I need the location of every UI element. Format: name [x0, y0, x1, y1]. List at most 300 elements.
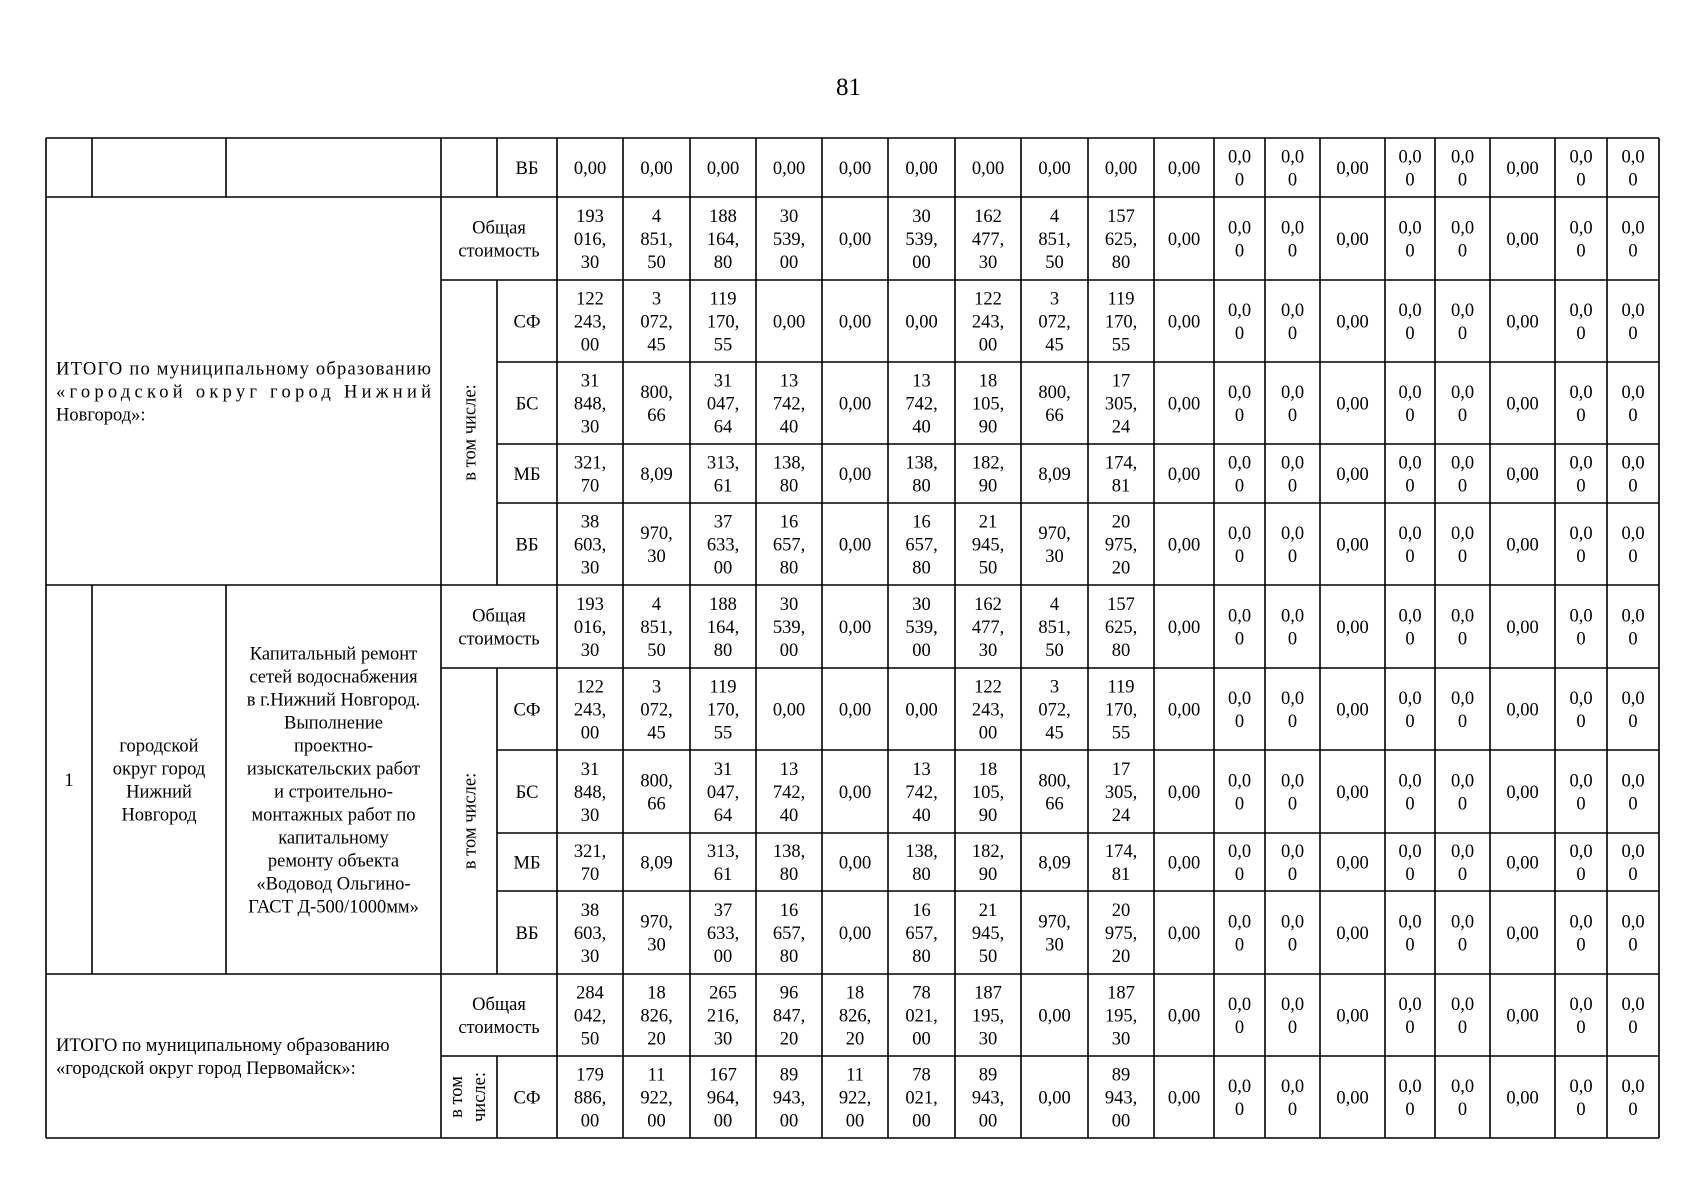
value-cell-line: 195, — [971, 1006, 1005, 1027]
value-cell-line: 0,0 — [1280, 147, 1305, 168]
value-cell — [707, 760, 739, 826]
value-cell — [1228, 1077, 1251, 1120]
value-cell — [1168, 924, 1200, 944]
value-cell-line: 3 — [651, 677, 662, 698]
value-cell-line: 90 — [978, 417, 998, 438]
value-cell — [1281, 689, 1304, 732]
value-cell — [1621, 772, 1644, 815]
value-cell — [1569, 383, 1592, 426]
value-cell — [1168, 465, 1200, 485]
value-cell-line: 0,0 — [1621, 147, 1645, 168]
value-cell — [640, 207, 672, 273]
value-cell-line: 0,00 — [1336, 700, 1369, 721]
value-cell — [773, 513, 805, 579]
value-cell-line: 0,0 — [1280, 771, 1305, 792]
value-cell-line: 0 — [1457, 935, 1468, 956]
value-cell-line: 195, — [1104, 1006, 1138, 1027]
value-cell — [1506, 395, 1538, 415]
value-cell-line: 80 — [912, 947, 931, 967]
value-cell — [1168, 854, 1200, 874]
including-label-line: в том — [447, 1076, 467, 1118]
value-cell-line: 45 — [1045, 723, 1064, 744]
value-cell-line: 0,00 — [1336, 394, 1369, 415]
value-cell — [1398, 842, 1421, 885]
total-cost-label — [458, 607, 539, 650]
value-cell-line: 243, — [573, 700, 607, 721]
value-cell-line: 0,0 — [1398, 301, 1422, 321]
including-label — [461, 384, 481, 480]
value-cell-line: 174, — [1104, 842, 1138, 862]
value-cell-line: 0,00 — [971, 159, 1005, 179]
value-cell — [707, 595, 739, 661]
value-cell-line: 964, — [706, 1088, 740, 1109]
value-cell-line: 0,0 — [1280, 912, 1305, 933]
value-cell — [1038, 207, 1070, 273]
value-cell — [839, 1066, 871, 1132]
value-cell-line: 78 — [912, 983, 931, 1004]
value-cell — [1281, 995, 1304, 1038]
value-cell — [1228, 148, 1251, 191]
value-cell-line: 0,0 — [1227, 689, 1252, 709]
value-cell — [1451, 219, 1474, 262]
value-cell — [1506, 701, 1538, 721]
value-cell-line: 0 — [1405, 629, 1415, 650]
value-cell-line: 0,00 — [838, 394, 872, 415]
value-cell-line: 0 — [1628, 170, 1638, 191]
value-cell-line: 00 — [912, 253, 931, 273]
value-cell — [1398, 383, 1421, 426]
value-cell-line: 0 — [1576, 406, 1586, 426]
value-cell — [1451, 148, 1474, 191]
value-cell-line: 0,00 — [838, 853, 872, 874]
value-cell — [905, 207, 937, 273]
value-cell-line: 0 — [1628, 794, 1638, 815]
object-description-line: ремонту объекта — [267, 851, 400, 872]
value-cell — [905, 313, 937, 333]
value-cell-line: 50 — [647, 253, 666, 273]
value-cell — [1038, 772, 1070, 815]
value-cell-line: 0 — [1287, 324, 1298, 344]
value-cell-line: 243, — [573, 312, 607, 333]
value-cell — [1038, 678, 1070, 744]
value-cell-line: 742, — [905, 783, 938, 803]
value-cell-line: 0,0 — [1569, 995, 1593, 1015]
value-cell — [1168, 1007, 1200, 1027]
value-cell — [1228, 607, 1251, 650]
value-cell — [1105, 760, 1137, 826]
value-cell — [1451, 301, 1474, 344]
value-cell-line: 321, — [573, 453, 607, 474]
value-cell-line: 170, — [706, 312, 740, 333]
value-cell — [1506, 313, 1538, 333]
funding-type-label: СФ — [513, 700, 541, 721]
value-cell-line: 00 — [912, 641, 931, 661]
value-cell-line: 0 — [1628, 241, 1638, 262]
value-cell-line: 0,00 — [1167, 394, 1201, 415]
value-cell-line: 0 — [1628, 324, 1638, 344]
value-cell-line: 0 — [1405, 1018, 1415, 1038]
value-cell — [905, 513, 937, 579]
value-cell-line: 0,00 — [1506, 618, 1539, 638]
value-cell — [1281, 148, 1304, 191]
value-cell-line: 30 — [978, 253, 998, 273]
municipality-total-label-line: ИТОГО по муниципальному образованию — [56, 1036, 390, 1056]
value-cell-line: 0 — [1628, 547, 1638, 567]
value-cell-line: 00 — [580, 723, 600, 744]
value-cell — [1038, 1007, 1070, 1027]
value-cell — [1168, 395, 1200, 415]
value-cell-line: 0 — [1405, 547, 1415, 567]
value-cell — [640, 595, 672, 661]
value-cell — [1621, 383, 1644, 426]
value-cell — [773, 1066, 805, 1132]
value-cell — [839, 924, 871, 944]
value-cell-line: 30 — [912, 207, 931, 227]
municipality-total-label-line: «городской округ город Нижний — [56, 382, 431, 403]
value-cell-line: 00 — [912, 1029, 931, 1050]
value-cell-line: 0,0 — [1450, 524, 1475, 544]
value-cell-line: 80 — [779, 476, 799, 497]
value-cell — [1336, 230, 1368, 250]
value-cell-line: 0 — [1628, 476, 1638, 497]
value-cell-line: 0,00 — [905, 312, 938, 333]
value-cell-line: 0,0 — [1398, 147, 1422, 168]
value-cell-line: 047, — [706, 394, 740, 415]
value-cell-line: 50 — [1045, 253, 1064, 273]
value-cell-line: 0 — [1576, 547, 1586, 567]
value-cell-line: 0 — [1576, 170, 1586, 191]
value-cell-line: 21 — [978, 512, 998, 533]
value-cell-line: 80 — [779, 558, 799, 579]
value-cell-line: 30 — [779, 595, 799, 615]
value-cell-line: 0 — [1287, 794, 1298, 815]
value-cell-line: 0 — [1287, 712, 1298, 732]
value-cell-line: 047, — [706, 783, 740, 803]
value-cell — [1105, 372, 1137, 438]
value-cell-line: 0 — [1287, 935, 1298, 956]
value-cell-line: 0 — [1405, 476, 1415, 497]
value-cell-line: 38 — [580, 512, 600, 533]
value-cell — [1336, 313, 1368, 333]
value-cell — [1336, 159, 1368, 179]
value-cell-line: 30 — [647, 935, 666, 956]
value-cell-line: 0,00 — [1336, 535, 1369, 556]
value-cell-line: 603, — [573, 535, 607, 556]
value-cell — [574, 513, 606, 579]
object-description-line: изыскательских работ — [246, 759, 421, 780]
value-cell — [1621, 607, 1644, 650]
value-cell-line: 170, — [706, 700, 740, 721]
value-cell — [1451, 454, 1474, 497]
value-cell — [1228, 772, 1251, 815]
value-cell-line: 0,00 — [838, 618, 872, 638]
value-cell-line: 0,00 — [1336, 312, 1369, 333]
value-cell-line: 50 — [580, 1029, 600, 1050]
value-cell-line: 970, — [1038, 912, 1071, 933]
value-cell-line: 0 — [1234, 547, 1245, 567]
value-cell-line: 0,0 — [1450, 771, 1475, 792]
value-cell-line: 0,00 — [1336, 618, 1369, 638]
value-cell-line: 4 — [651, 595, 662, 615]
value-cell-line: 0 — [1576, 324, 1586, 344]
value-cell-line: 826, — [640, 1006, 673, 1027]
value-cell-line: 0,0 — [1450, 453, 1475, 474]
value-cell — [1336, 783, 1368, 803]
value-cell-line: 847, — [772, 1006, 806, 1027]
value-cell-line: 138, — [772, 842, 806, 862]
value-cell-line: 31 — [713, 371, 733, 392]
value-cell — [640, 465, 672, 485]
value-cell — [640, 984, 672, 1050]
value-cell-line: 0 — [1287, 629, 1298, 650]
value-cell-line: 0 — [1234, 629, 1245, 650]
value-cell — [839, 465, 871, 485]
value-cell-line: 800, — [640, 771, 673, 792]
value-cell-line: 122 — [576, 289, 604, 310]
value-cell — [1506, 159, 1538, 179]
value-cell-line: 0,0 — [1227, 524, 1252, 544]
value-cell — [1105, 901, 1137, 967]
value-cell-line: 20 — [1111, 512, 1131, 533]
value-cell-line: 0,00 — [1506, 465, 1539, 485]
value-cell-line: 072, — [1038, 700, 1071, 721]
total-cost-label — [458, 995, 539, 1038]
value-cell — [1336, 701, 1368, 721]
value-cell — [773, 159, 805, 179]
value-cell — [1621, 148, 1644, 191]
value-cell-line: 0 — [1457, 170, 1468, 191]
value-cell-line: 539, — [772, 230, 806, 250]
value-cell-line: 0,0 — [1621, 383, 1645, 403]
value-cell — [1105, 678, 1137, 744]
value-cell-line: 40 — [912, 417, 931, 438]
value-cell — [574, 454, 606, 497]
value-cell — [1621, 219, 1644, 262]
value-cell — [1398, 524, 1421, 567]
value-cell-line: 188 — [709, 207, 737, 227]
value-cell-line: 0 — [1628, 629, 1638, 650]
value-cell-line: 970, — [640, 912, 673, 933]
value-cell-line: 0,00 — [838, 230, 872, 250]
value-cell — [972, 454, 1004, 497]
value-cell-line: 0,00 — [1506, 853, 1539, 874]
value-cell-line: 0,0 — [1621, 912, 1645, 933]
value-cell-line: 0,00 — [838, 465, 872, 485]
object-description-line: монтажных работ по — [251, 805, 416, 826]
value-cell-line: 0,00 — [1167, 159, 1201, 179]
value-cell — [1038, 524, 1070, 567]
value-cell-line: 0,0 — [1450, 995, 1475, 1015]
value-cell-line: 216, — [706, 1006, 740, 1027]
value-cell-line: 188 — [709, 595, 737, 615]
value-cell-line: 477, — [971, 618, 1005, 638]
value-cell-line: 072, — [640, 312, 673, 333]
value-cell-line: 0,0 — [1280, 524, 1305, 544]
value-cell-line: 042, — [573, 1006, 607, 1027]
municipality-total-label — [56, 1036, 390, 1079]
total-cost-label-line: Общая — [472, 995, 526, 1015]
value-cell — [1569, 842, 1592, 885]
value-cell-line: 0 — [1234, 712, 1245, 732]
value-cell — [574, 760, 606, 826]
value-cell — [972, 159, 1004, 179]
value-cell-line: 45 — [647, 335, 666, 356]
value-cell-line: 072, — [640, 700, 673, 721]
value-cell-line: 18 — [978, 371, 998, 392]
value-cell-line: 55 — [1111, 335, 1131, 356]
value-cell-line: 970, — [1038, 524, 1071, 544]
object-description-line: сетей водоснабжения — [249, 667, 418, 688]
value-cell — [574, 984, 606, 1050]
value-cell-line: 943, — [971, 1088, 1005, 1109]
value-cell-line: 0 — [1234, 406, 1245, 426]
value-cell-line: 0 — [1234, 935, 1245, 956]
value-cell-line: 0,0 — [1569, 301, 1593, 321]
value-cell-line: 0 — [1576, 476, 1586, 497]
value-cell — [1451, 1077, 1474, 1120]
value-cell — [839, 701, 871, 721]
value-cell — [1281, 1077, 1304, 1120]
value-cell — [972, 678, 1004, 744]
value-cell-line: 80 — [912, 476, 931, 497]
value-cell-line: 16 — [912, 901, 931, 921]
value-cell — [839, 230, 871, 250]
value-cell-line: 0,00 — [1167, 230, 1201, 250]
value-cell-line: 0,0 — [1569, 218, 1593, 239]
value-cell-line: 170, — [1104, 312, 1138, 333]
value-cell — [1105, 984, 1137, 1050]
value-cell-line: 00 — [779, 1111, 799, 1132]
value-cell-line: 00 — [580, 335, 600, 356]
value-cell — [1569, 301, 1592, 344]
value-cell-line: 539, — [905, 230, 938, 250]
value-cell-line: 0,0 — [1569, 453, 1593, 474]
value-cell-line: 0,0 — [1569, 606, 1593, 627]
value-cell-line: 0,00 — [706, 159, 740, 179]
value-cell-line: 742, — [772, 783, 806, 803]
value-cell-line: 182, — [971, 842, 1005, 862]
value-cell — [1281, 913, 1304, 956]
value-cell-line: 187 — [974, 983, 1002, 1004]
value-cell-line: 0 — [1457, 629, 1468, 650]
value-cell-line: 0 — [1287, 1018, 1298, 1038]
value-cell-line: 0 — [1234, 324, 1245, 344]
value-cell-line: 0,0 — [1621, 771, 1645, 792]
value-cell — [1506, 1089, 1538, 1109]
value-cell — [574, 595, 606, 661]
value-cell — [1621, 454, 1644, 497]
value-cell — [1228, 524, 1251, 567]
value-cell-line: 0,0 — [1280, 453, 1305, 474]
value-cell-line: 0 — [1628, 1018, 1638, 1038]
value-cell-line: 0,0 — [1227, 383, 1252, 403]
value-cell — [1038, 159, 1070, 179]
value-cell — [1569, 607, 1592, 650]
value-cell-line: 0 — [1287, 241, 1298, 262]
value-cell-line: 0,00 — [1336, 230, 1369, 250]
total-cost-label-line: стоимость — [458, 629, 540, 650]
value-cell-line: 633, — [706, 924, 740, 944]
value-cell-line: 8,09 — [1038, 465, 1071, 485]
value-cell-line: 0 — [1405, 324, 1415, 344]
value-cell-line: 0,0 — [1398, 842, 1422, 862]
value-cell-line: 0,00 — [1167, 1088, 1201, 1109]
value-cell-line: 0,00 — [1336, 853, 1369, 874]
value-cell-line: 886, — [573, 1088, 607, 1109]
value-cell — [707, 290, 739, 356]
value-cell — [1506, 618, 1538, 638]
value-cell — [773, 984, 805, 1050]
value-cell — [707, 1066, 739, 1132]
value-cell-line: 313, — [706, 842, 740, 862]
value-cell — [972, 595, 1004, 661]
object-description-line: ГАСТ Д-500/1000мм» — [248, 897, 419, 918]
value-cell-line: 8,09 — [640, 853, 673, 874]
value-cell — [640, 678, 672, 744]
value-cell-line: 0 — [1234, 794, 1245, 815]
value-cell — [1228, 383, 1251, 426]
value-cell-line: 0,0 — [1569, 524, 1593, 544]
value-cell-line: 00 — [647, 1111, 666, 1132]
value-cell-line: 0,0 — [1398, 218, 1422, 239]
value-cell-line: 0 — [1234, 241, 1245, 262]
value-cell-line: 3 — [651, 289, 662, 310]
value-cell — [1451, 842, 1474, 885]
value-cell — [1228, 842, 1251, 885]
value-cell-line: 0,00 — [1336, 159, 1369, 179]
value-cell-line: 40 — [779, 806, 799, 826]
value-cell — [574, 372, 606, 438]
municipality-total-label-line: Новгород»: — [56, 405, 146, 426]
value-cell-line: 164, — [706, 230, 740, 250]
value-cell-line: 45 — [647, 723, 666, 744]
value-cell-line: 17 — [1111, 760, 1131, 780]
value-cell — [1228, 454, 1251, 497]
value-cell — [1451, 913, 1474, 956]
value-cell-line: 138, — [905, 842, 938, 862]
value-cell — [1105, 159, 1137, 179]
value-cell-line: 922, — [838, 1088, 872, 1109]
value-cell-line: 61 — [713, 476, 733, 497]
including-label-line: в том числе: — [460, 772, 481, 870]
value-cell-line: 179 — [576, 1065, 604, 1086]
value-cell-line: 0,0 — [1280, 606, 1305, 627]
value-cell — [1105, 454, 1137, 497]
value-cell — [1168, 313, 1200, 333]
value-cell-line: 55 — [713, 723, 733, 744]
value-cell — [640, 1066, 672, 1132]
row-number: 1 — [64, 771, 74, 791]
value-cell — [1336, 1007, 1368, 1027]
value-cell-line: 851, — [640, 618, 673, 638]
value-cell-line: 0 — [1457, 241, 1468, 262]
value-cell — [1398, 772, 1421, 815]
value-cell-line: 0,0 — [1569, 147, 1593, 168]
value-cell-line: 122 — [974, 677, 1002, 698]
value-cell — [905, 159, 937, 179]
value-cell — [1228, 689, 1251, 732]
value-cell — [1621, 301, 1644, 344]
funding-type-label: ВБ — [515, 924, 539, 944]
value-cell — [1621, 689, 1644, 732]
value-cell-line: 0,0 — [1398, 453, 1422, 474]
value-cell-line: 0,00 — [838, 312, 872, 333]
value-cell-line: 31 — [713, 760, 733, 780]
value-cell — [1336, 1089, 1368, 1109]
object-description-line: и строительно- — [274, 782, 393, 803]
value-cell-line: 742, — [905, 394, 938, 415]
value-cell-line: 13 — [912, 760, 931, 780]
